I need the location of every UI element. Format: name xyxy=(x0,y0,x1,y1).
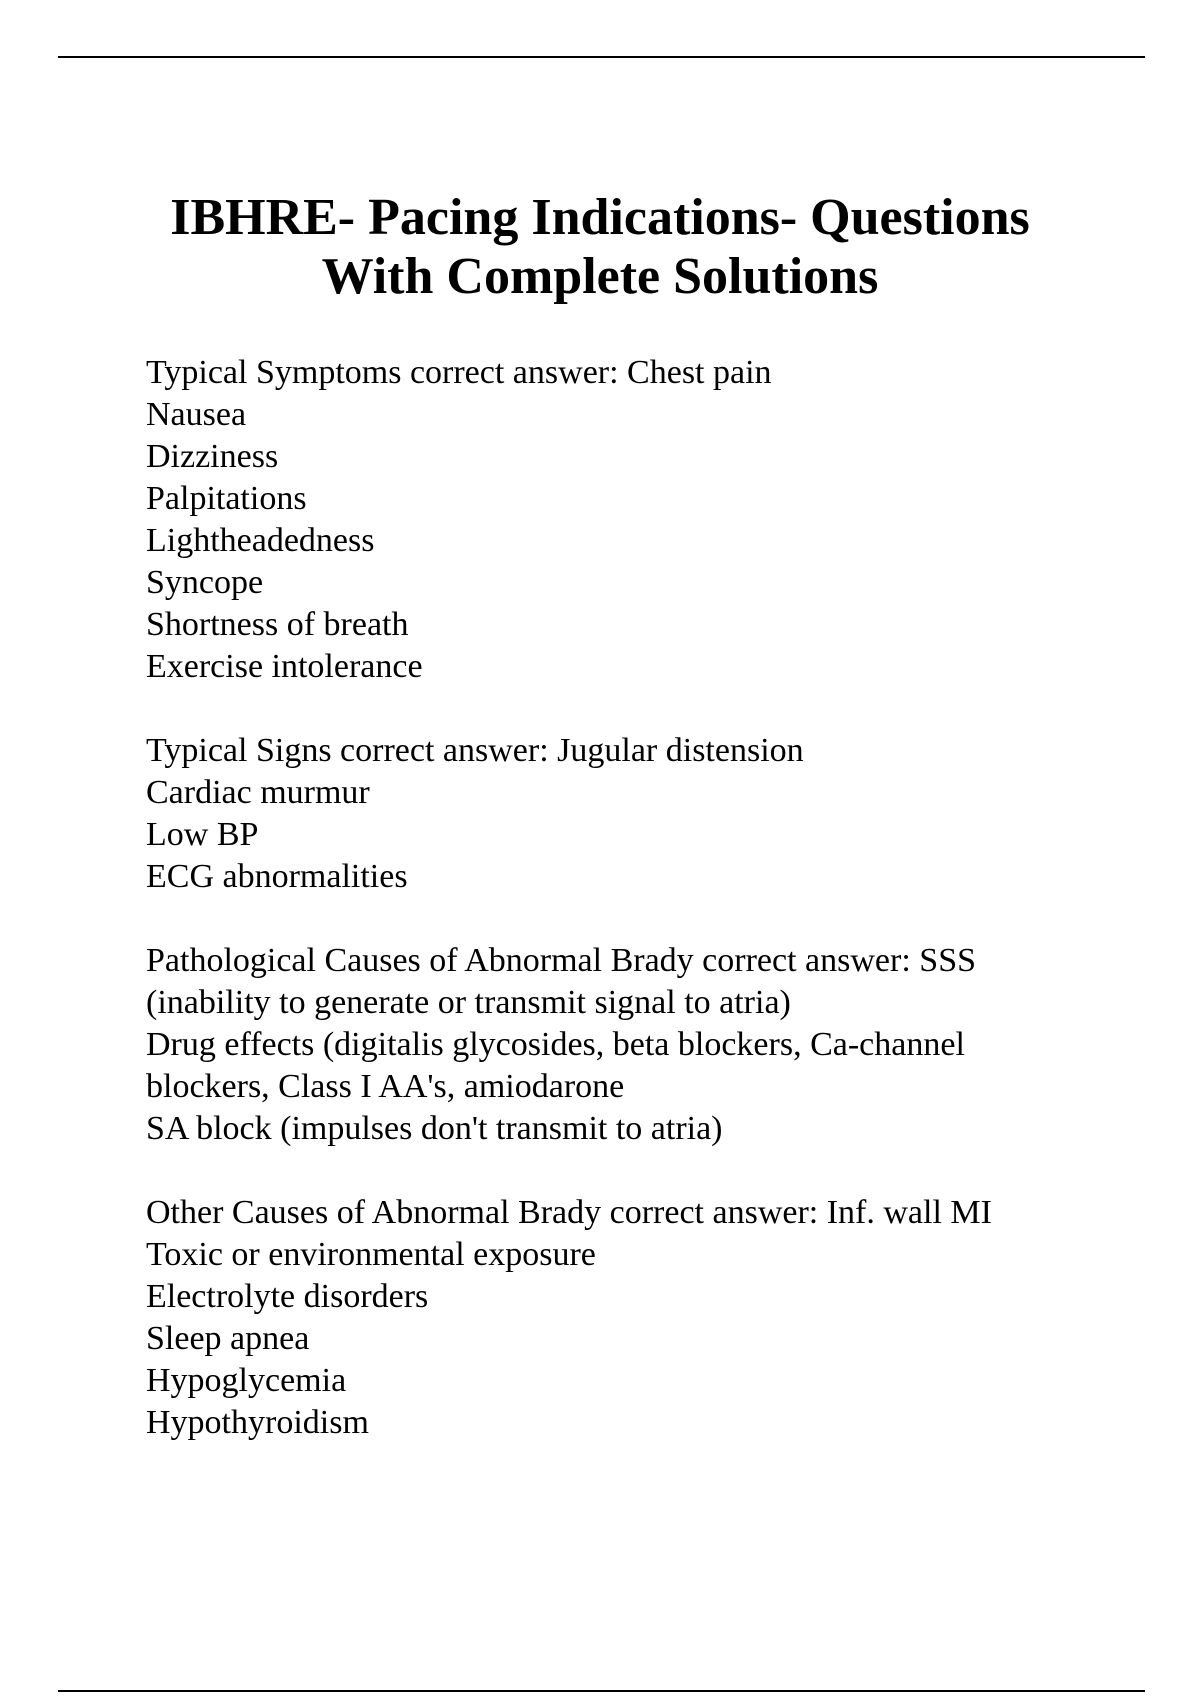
answer-line: Shortness of breath xyxy=(146,606,409,643)
answer-line: Electrolyte disorders xyxy=(146,1278,429,1315)
question-line: Other Causes of Abnormal Brady correct answer: Inf. wall MI xyxy=(146,1194,992,1231)
question-line: Pathological Causes of Abnormal Brady correct answer: SSS xyxy=(146,942,977,979)
title-line-1: IBHRE- Pacing Indications- Questions xyxy=(170,189,1030,246)
answer-line: Low BP xyxy=(146,816,259,853)
answer-line: Sleep apnea xyxy=(146,1320,310,1357)
document-title xyxy=(0,188,1200,306)
section-other-causes xyxy=(146,1192,1146,1444)
answer-line: ECG abnormalities xyxy=(146,858,408,895)
answer-line: Palpitations xyxy=(146,480,307,517)
question-line: Typical Signs correct answer: Jugular distension xyxy=(146,732,804,769)
answer-line: Drug effects (digitalis glycosides, beta blockers, Ca-channel xyxy=(146,1026,965,1063)
bottom-rule xyxy=(58,1690,1145,1692)
answer-line: Dizziness xyxy=(146,438,279,475)
answer-line: SA block (impulses don't transmit to atria) xyxy=(146,1110,723,1147)
answer-line: (inability to generate or transmit signal to atria) xyxy=(146,984,791,1021)
answer-line: Hypoglycemia xyxy=(146,1362,347,1399)
answer-line: blockers, Class I AA's, amiodarone xyxy=(146,1068,625,1105)
answer-line: Hypothyroidism xyxy=(146,1404,369,1441)
section-pathological-causes xyxy=(146,940,1146,1150)
answer-line: Exercise intolerance xyxy=(146,648,423,685)
top-rule xyxy=(58,56,1145,58)
question-line: Typical Symptoms correct answer: Chest pain xyxy=(146,354,772,391)
answer-line: Cardiac murmur xyxy=(146,774,370,811)
document-body xyxy=(146,352,1146,1486)
section-typical-signs xyxy=(146,730,1146,898)
answer-line: Toxic or environmental exposure xyxy=(146,1236,596,1273)
answer-line: Syncope xyxy=(146,564,264,601)
answer-line: Lightheadedness xyxy=(146,522,375,559)
answer-line: Nausea xyxy=(146,396,247,433)
title-line-2: With Complete Solutions xyxy=(321,248,879,305)
section-typical-symptoms xyxy=(146,352,1146,688)
